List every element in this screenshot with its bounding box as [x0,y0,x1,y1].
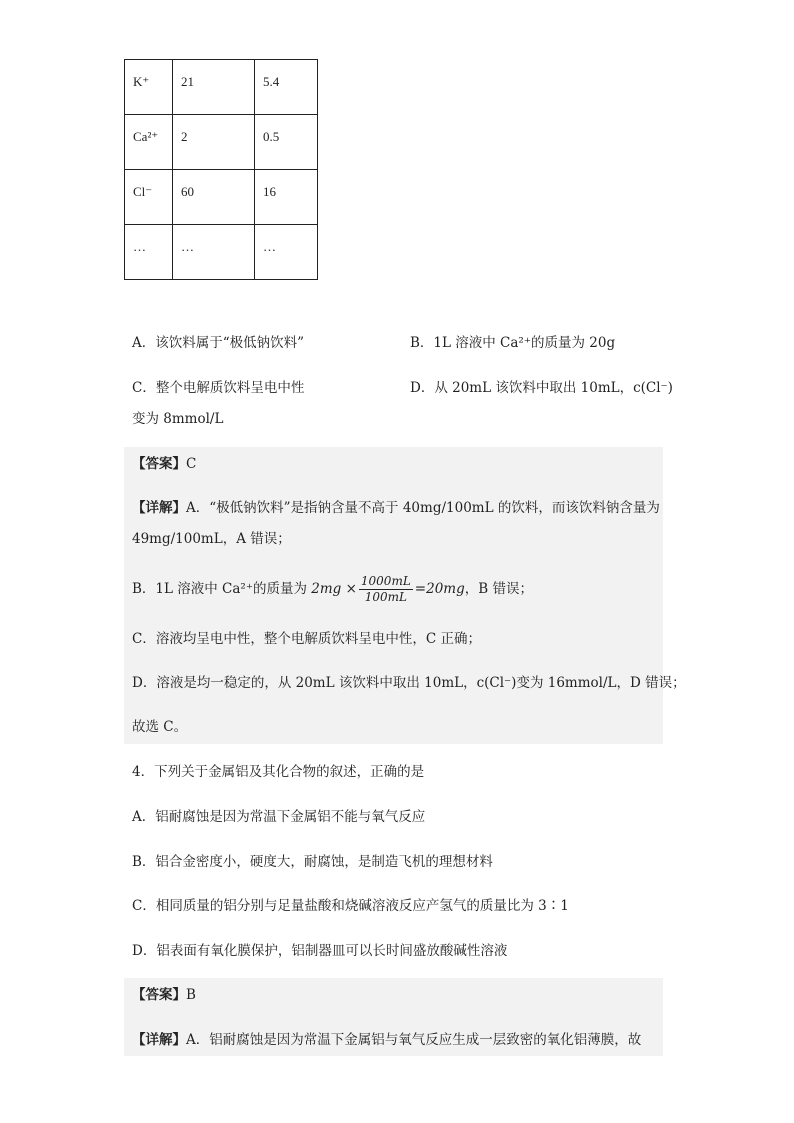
detail-text: A．“极低钠饮料”是指钠含量不高于 40mg/100mL 的饮料，而该饮料钠含量为 [186,500,660,516]
table-row [125,225,318,280]
ion-cell: Cl⁻ [125,170,173,225]
answer-value: B [186,987,196,1003]
value-cell: … [173,225,255,280]
q4-answer [132,985,196,1005]
value-cell: 60 [173,170,255,225]
q3-detail-b [132,571,533,607]
value-cell: 2 [173,115,255,170]
formula-fraction [359,574,413,605]
q3-detail-c: C．溶液均呈电中性，整个电解质饮料呈电中性，C 正确； [132,631,481,647]
q3-answer [132,454,196,474]
fraction-numerator: 1000mL [360,574,411,588]
detail-text: B．1L 溶液中 Ca²⁺的质量为 [132,581,312,597]
ion-cell: K⁺ [125,60,173,115]
table-row [125,115,318,170]
answer-label: 【答案】 [132,456,186,472]
detail-label: 【详解】 [132,500,186,516]
ion-cell: … [125,225,173,280]
q3-detail-a [132,498,660,518]
q4-option-a: A．铝耐腐蚀是因为常温下金属铝不能与氧气反应 [132,809,426,825]
value-cell: 16 [255,170,318,225]
answer-label: 【答案】 [132,987,186,1003]
value-cell: 21 [173,60,255,115]
detail-label: 【详解】 [132,1032,186,1048]
value-cell: 5.4 [255,60,318,115]
q3-option-a: A．该饮料属于“极低钠饮料” [132,335,305,351]
q4-detail-a [132,1030,641,1050]
value-cell: 0.5 [255,115,318,170]
ion-concentration-table [124,59,318,280]
q4-stem: 4．下列关于金属铝及其化合物的叙述，正确的是 [132,764,425,780]
q3-detail-a-continued: 49mg/100mL，A 错误； [132,531,291,547]
q3-option-b: B．1L 溶液中 Ca²⁺的质量为 20g [410,335,616,351]
q3-option-d-continued: 变为 8mmol/L [132,411,224,427]
answer-value: C [186,456,197,472]
q4-option-d: D．铝表面有氧化膜保护，铝制器皿可以长时间盛放酸碱性溶液 [132,943,508,959]
detail-text: ，B 错误； [464,581,533,597]
q3-conclusion: 故选 C。 [132,719,188,735]
formula-part: =20mg [414,581,465,597]
q3-option-d: D．从 20mL 该饮料中取出 10mL，c(Cl⁻) [410,380,673,396]
table-row [125,170,318,225]
fraction-denominator: 100mL [364,590,407,604]
detail-text: A．铝耐腐蚀是因为常温下金属铝与氧气反应生成一层致密的氧化铝薄膜，故 [186,1032,642,1048]
value-cell: … [255,225,318,280]
q3-detail-d: D．溶液是均一稳定的，从 20mL 该饮料中取出 10mL，c(Cl⁻)变为 16mmol/L，D 错误； [132,675,686,691]
q4-option-c: C．相同质量的铝分别与足量盐酸和烧碱溶液反应产氢气的质量比为 3∶1 [132,898,569,914]
formula-part: 2mg × [311,581,357,597]
ion-cell: Ca²⁺ [125,115,173,170]
q4-option-b: B．铝合金密度小，硬度大，耐腐蚀，是制造飞机的理想材料 [132,854,493,870]
table-row [125,60,318,115]
q3-option-c: C．整个电解质饮料呈电中性 [132,380,305,396]
